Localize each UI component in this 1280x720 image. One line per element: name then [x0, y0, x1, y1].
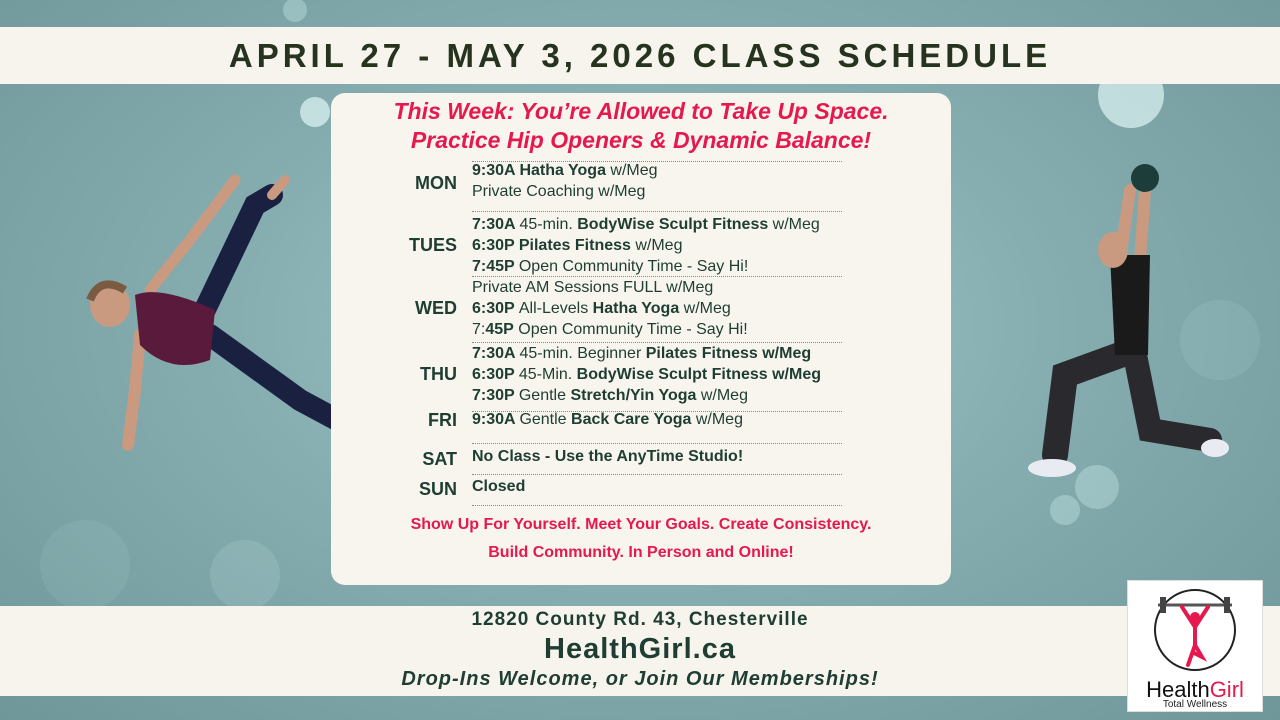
footer-banner — [0, 606, 1280, 696]
lunge-kettlebell-photo — [1010, 150, 1240, 490]
day-label: SUN — [418, 479, 457, 499]
class-entry-text: 9:30A — [472, 162, 520, 179]
class-entry — [472, 476, 872, 497]
class-entry-text: Hatha Yoga — [519, 162, 606, 179]
class-entry — [472, 364, 872, 385]
class-entry-text: 45-min. Beginner — [519, 345, 646, 362]
class-entry-text: BodyWise Sculpt Fitness w/Meg — [576, 366, 821, 383]
day-label: WED — [415, 298, 457, 318]
class-list — [472, 214, 872, 277]
class-entry-text: Stretch/Yin Yoga — [570, 387, 697, 404]
healthgirl-logo — [1127, 580, 1263, 712]
closing-line1: Show Up For Yourself. Meet Your Goals. Create Consistency. — [410, 516, 872, 533]
closing-message — [331, 511, 951, 567]
class-entry-text: Private AM Sessions FULL w/Meg — [472, 279, 714, 296]
class-list — [472, 476, 872, 497]
class-entry-text: Private Coaching w/Meg — [472, 183, 646, 200]
class-entry — [472, 160, 872, 181]
class-entry-text: w/Meg — [691, 411, 743, 428]
class-entry-text: w/Meg — [768, 216, 820, 233]
class-entry-text: Open Community Time - Say Hi! — [513, 321, 748, 338]
class-entry-text: BodyWise Sculpt Fitness — [577, 216, 769, 233]
class-entry — [472, 214, 872, 235]
class-entry-text: w/Meg — [696, 387, 748, 404]
closing-line2: Build Community. In Person and Online! — [488, 544, 794, 561]
class-entry — [472, 277, 872, 298]
class-entry-text: 7:30P — [472, 387, 519, 404]
class-list — [472, 446, 872, 467]
schedule-title: APRIL 27 - MAY 3, 2026 CLASS SCHEDULE — [228, 36, 1052, 74]
class-entry-text: 45-min. — [519, 216, 578, 233]
class-entry — [472, 409, 872, 430]
class-entry-text: Gentle — [519, 411, 572, 428]
class-entry-text: 6:30P — [472, 237, 519, 254]
class-list — [472, 277, 872, 340]
class-entry — [472, 235, 872, 256]
day-label: MON — [415, 173, 457, 193]
class-entry-text: w/Meg — [605, 162, 658, 179]
weekly-theme-line2: Practice Hip Openers & Dynamic Balance! — [410, 127, 872, 153]
class-entry-text: w/Meg — [630, 237, 683, 254]
class-entry-text: Hatha Yoga — [592, 300, 680, 317]
schedule-card — [331, 93, 951, 585]
class-entry-text: 45-Min. — [518, 366, 577, 383]
class-entry-text: 7: — [472, 321, 486, 338]
class-entry — [472, 298, 872, 319]
row-divider — [472, 474, 842, 475]
class-entry — [472, 319, 872, 340]
class-entry — [472, 446, 872, 467]
class-entry-text: Pilates Fitness w/Meg — [645, 345, 812, 362]
class-entry-text: 6:30P — [472, 366, 519, 383]
weekly-theme — [331, 97, 951, 155]
class-list — [472, 409, 872, 430]
class-entry-text: Closed — [472, 478, 526, 495]
day-label: THU — [420, 364, 457, 384]
class-entry-text: 9:30A — [472, 411, 520, 428]
class-list — [472, 160, 872, 202]
class-entry-text: 7:45P — [472, 258, 519, 275]
class-list — [472, 343, 872, 406]
row-divider — [472, 443, 842, 444]
class-entry-text: Back Care Yoga — [571, 411, 692, 428]
class-entry-text: Pilates Fitness — [518, 237, 631, 254]
class-entry-text: 7:30A — [472, 216, 520, 233]
class-entry — [472, 256, 872, 277]
class-entry — [472, 181, 872, 202]
title-banner — [0, 27, 1280, 84]
weightlifter-icon — [1150, 587, 1240, 673]
day-label: FRI — [428, 410, 457, 430]
class-entry — [472, 385, 872, 406]
day-label: TUES — [408, 235, 457, 255]
class-entry-text: Gentle — [518, 387, 571, 404]
logo-name-girl: Girl — [1209, 677, 1244, 702]
logo-subtitle: Total Wellness — [1162, 699, 1228, 710]
class-entry-text: 7:30A — [472, 345, 520, 362]
class-entry-text: 45P — [485, 321, 514, 338]
row-divider — [472, 211, 842, 212]
membership-tagline: Drop-Ins Welcome, or Join Our Memberships! — [401, 668, 879, 690]
class-entry-text: w/Meg — [679, 300, 731, 317]
class-entry-text: Open Community Time - Say Hi! — [518, 258, 749, 275]
row-divider — [472, 505, 842, 506]
day-label: SAT — [422, 449, 457, 469]
class-entry-text: 6:30P — [472, 300, 519, 317]
class-entry — [472, 343, 872, 364]
logo-name-health: Health — [1146, 677, 1210, 702]
weekly-theme-line1: This Week: You’re Allowed to Take Up Space. — [393, 98, 889, 124]
class-entry-text: No Class - Use the AnyTime Studio! — [472, 448, 744, 465]
studio-address: 12820 County Rd. 43, Chesterville — [471, 609, 809, 630]
class-entry-text: All-Levels — [518, 300, 593, 317]
website-link[interactable]: HealthGirl.ca — [544, 633, 736, 665]
